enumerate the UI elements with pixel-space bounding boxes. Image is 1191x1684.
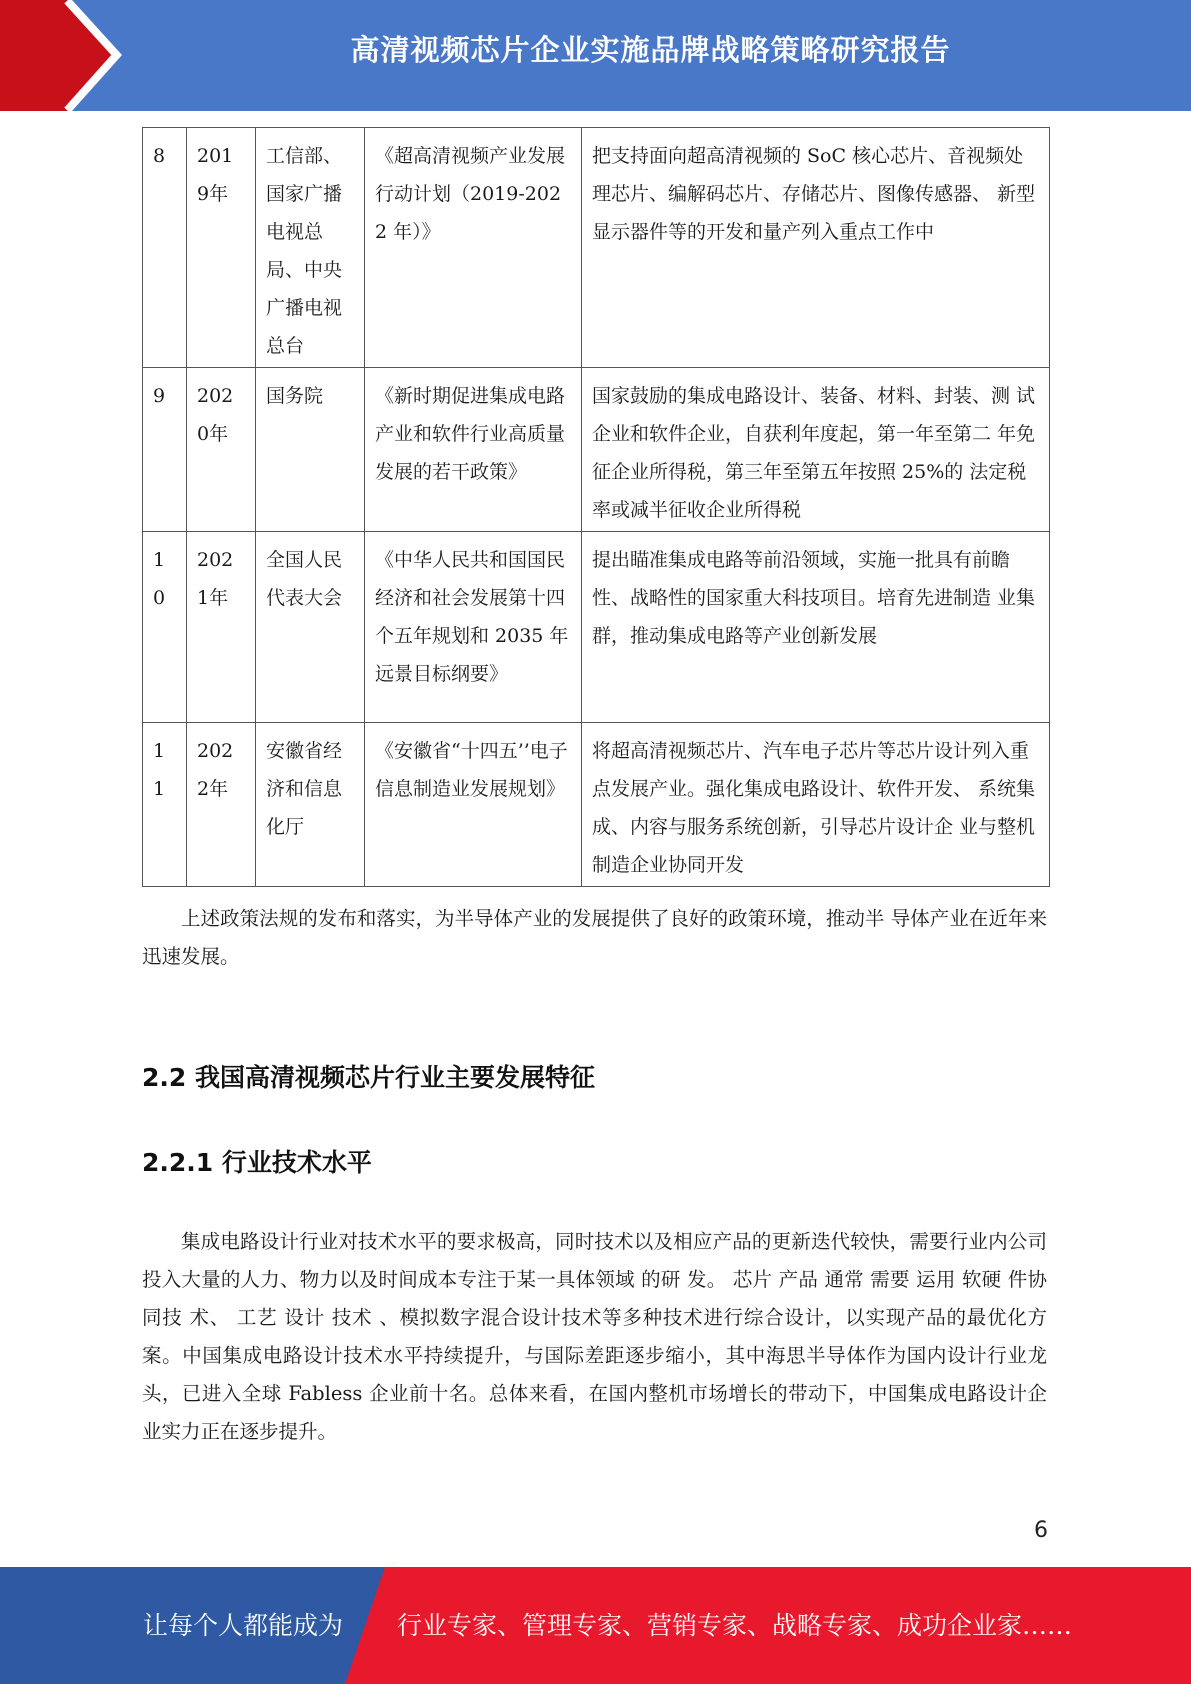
table-row (143, 128, 1050, 368)
row-issuer: 安徽省经济和信息化厅 (256, 723, 365, 887)
report-title: 高清视频芯片企业实施品牌战略策略研究报告 (350, 33, 951, 67)
table-row (143, 532, 1050, 723)
row-content: 国家鼓励的集成电路设计、装备、材料、封装、测 试企业和软件企业，自获利年度起，第一年至第二 年免征企业所得税，第三年至第五年按照 25%的 法定税率或减半征收企业所得税 (582, 368, 1050, 532)
table-row (143, 723, 1050, 887)
footer-slogan-right: 行业专家、管理专家、营销专家、战略专家、成功企业家…… (397, 1611, 1073, 1640)
row-number: 10 (143, 532, 187, 723)
header-arrow-graphic (0, 0, 160, 111)
row-content: 提出瞄准集成电路等前沿领域，实施一批具有前瞻性、战略性的国家重大科技项目。培育先进制造 业集群，推动集成电路等产业创新发展 (582, 532, 1050, 723)
row-document: 《超高清视频产业发展行动计划（2019-2022 年）》 (365, 128, 582, 368)
page-header (0, 0, 1191, 111)
footer-slogan-left: 让每个人都能成为 (143, 1611, 344, 1640)
row-issuer: 全国人民代表大会 (256, 532, 365, 723)
subsection-heading: 2.2.1 行业技术水平 (142, 1148, 372, 1177)
row-issuer: 国务院 (256, 368, 365, 532)
row-number: 9 (143, 368, 187, 532)
row-number: 11 (143, 723, 187, 887)
row-year: 2022年 (187, 723, 256, 887)
row-year: 2020年 (187, 368, 256, 532)
row-content: 将超高清视频芯片、汽车电子芯片等芯片设计列入重点发展产业。强化集成电路设计、软件开发、 系统集成、内容与服务系统创新，引导芯片设计企 业与整机制造企业协同开发 (582, 723, 1050, 887)
technology-paragraph: 集成电路设计行业对技术水平的要求极高，同时技术以及相应产品的更新迭代较快，需要行业内公司投入大量的人力、物力以及时间成本专注于某一具体领域 的研 发。 芯片 产品 通常 需要 运用 软硬 件协 同技 术、 工艺 设计 技术 、模拟数字混合设计技术等多种技术进行综合设计，以实现产品的最优化方案。中国集成电路设计技术水平持续提升，与国际差距逐步缩小，其中海思半导体作为国内设计行业龙头，已进入全球 Fabless 企业前十名。总体来看，在国内整机市场增长的带动下，中国集成电路设计企业实力正在逐步提升。 (142, 1230, 1047, 1443)
row-year: 2021年 (187, 532, 256, 723)
row-number: 8 (143, 128, 187, 368)
page-number: 6 (1034, 1518, 1048, 1543)
row-year: 2019年 (187, 128, 256, 368)
row-issuer: 工信部、国家广播电视总局、中央广播电视总台 (256, 128, 365, 368)
policy-summary-paragraph: 上述政策法规的发布和落实，为半导体产业的发展提供了良好的政策环境，推动半 导体产业在近年来迅速发展。 (142, 907, 1047, 968)
page-footer (0, 1567, 1191, 1684)
row-document: 《安徽省“十四五’’电子信息制造业发展规划》 (365, 723, 582, 887)
section-heading: 2.2 我国高清视频芯片行业主要发展特征 (142, 1063, 595, 1092)
row-document: 《中华人民共和国国民经济和社会发展第十四个五年规划和 2035 年远景目标纲要》 (365, 532, 582, 723)
row-content: 把支持面向超高清视频的 SoC 核心芯片、音视频处理芯片、编解码芯片、存储芯片、图像传感器、 新型显示器件等的开发和量产列入重点工作中 (582, 128, 1050, 368)
row-document: 《新时期促进集成电路产业和软件行业高质量发展的若干政策》 (365, 368, 582, 532)
policy-table (142, 127, 1050, 887)
table-row (143, 368, 1050, 532)
